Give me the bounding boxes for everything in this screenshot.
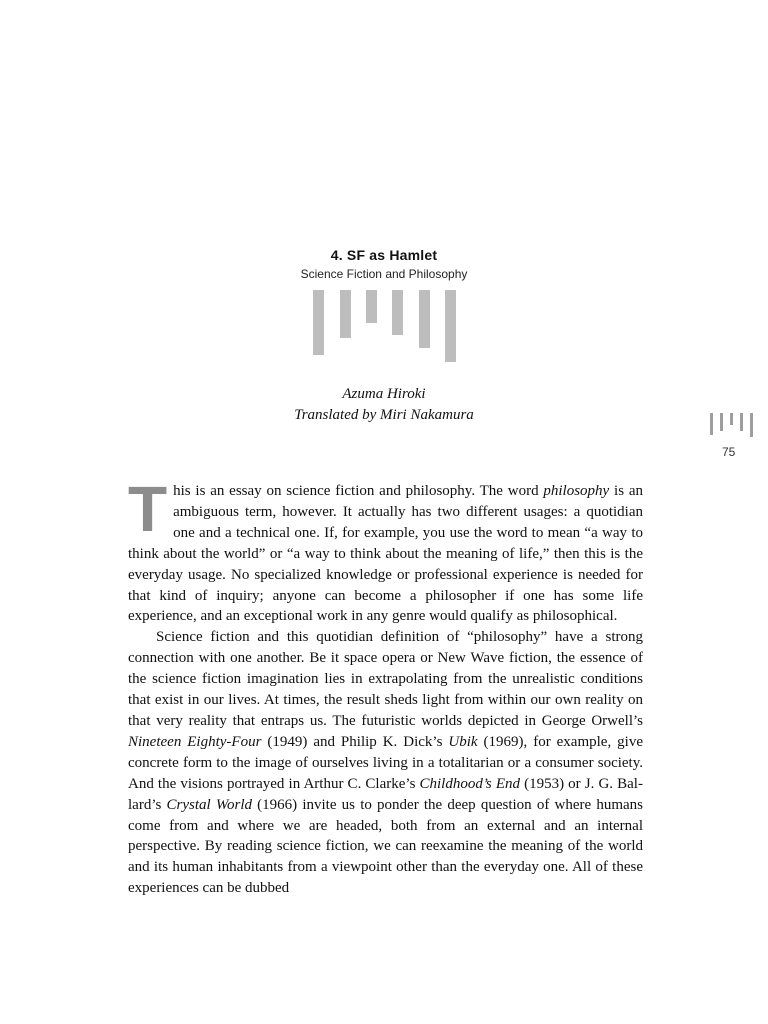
text-run: Science fiction and this quotidian definition of “philosophy” have a strong connection with one another. Be it space opera or New Wave fiction, the essence of the science fiction imagination lies in extrapolating from the unrealistic conditions that exist in our lives. At times, the result sheds light from within our own reality on that very reality that entraps us. The futuristic worlds depicted in George Orwell’s: [128, 629, 643, 729]
text-run: (1953) or J. G. Ballard’s: [128, 775, 643, 813]
marker-bar: [740, 413, 743, 431]
text-run: is an ambiguous term, however. It actually has two different usages: a quotidian one and a technical one. If, for example, you use the word to mean “a way to think about the world” or “a way to think about the meaning of life,” then this is the everyday usage. No specialized knowledge or professional experience is needed for that kind of inquiry; anyone can become a philosopher if one has some life experience, and an exceptional work in any genre would qualify as philosophical.: [128, 483, 643, 625]
essay-body: [128, 473, 644, 899]
chapter-subtitle: Science Fiction and Philosophy: [300, 267, 468, 281]
text-run: (1949) and Philip K. Dick’s: [261, 733, 449, 750]
author-name: Azuma Hiroki: [342, 386, 426, 402]
chapter-title: 4. SF as Hamlet: [330, 247, 438, 263]
text-run: his is an essay on science fiction and philosophy. The word: [173, 483, 544, 499]
paragraph: [128, 627, 643, 899]
decorative-bar: [392, 290, 403, 335]
text-run: (1969), for example, give concrete form to the image of ourselves living in a totalitarian or a consumer society. And the visions portrayed in Arthur C. Clarke’s: [128, 733, 643, 792]
decorative-bars: [313, 290, 463, 370]
decorative-bar: [313, 290, 324, 355]
page-number: 75: [722, 445, 736, 459]
margin-marker-icon: [710, 413, 762, 437]
marker-bar: [720, 413, 723, 431]
marker-bar: [710, 413, 713, 435]
italic-title-run: Nineteen Eighty-Four: [128, 733, 262, 750]
decorative-bar: [445, 290, 456, 362]
italic-title-run: Childhood’s End: [419, 775, 520, 792]
decorative-bar: [340, 290, 351, 338]
translator-credit: Translated by Miri Nakamura: [294, 407, 474, 423]
italic-title-run: Ubik: [448, 733, 478, 750]
paragraph: [128, 473, 643, 627]
decorative-bar: [419, 290, 430, 348]
text-run: (1966) invite us to ponder the deep question of where humans come from and where we are headed, both from an external and an internal perspective. By reading science fiction, we can reexamine the meaning of the world and its human inhabitants from a viewpoint other than the everyday one. All of these experiences can be dubbed: [128, 796, 644, 897]
decorative-bar: [366, 290, 377, 323]
italic-title-run: Crystal World: [166, 796, 252, 813]
marker-bar: [730, 413, 733, 425]
drop-cap: T: [128, 473, 168, 545]
italic-title-run: philosophy: [543, 483, 610, 499]
marker-bar: [750, 413, 753, 437]
